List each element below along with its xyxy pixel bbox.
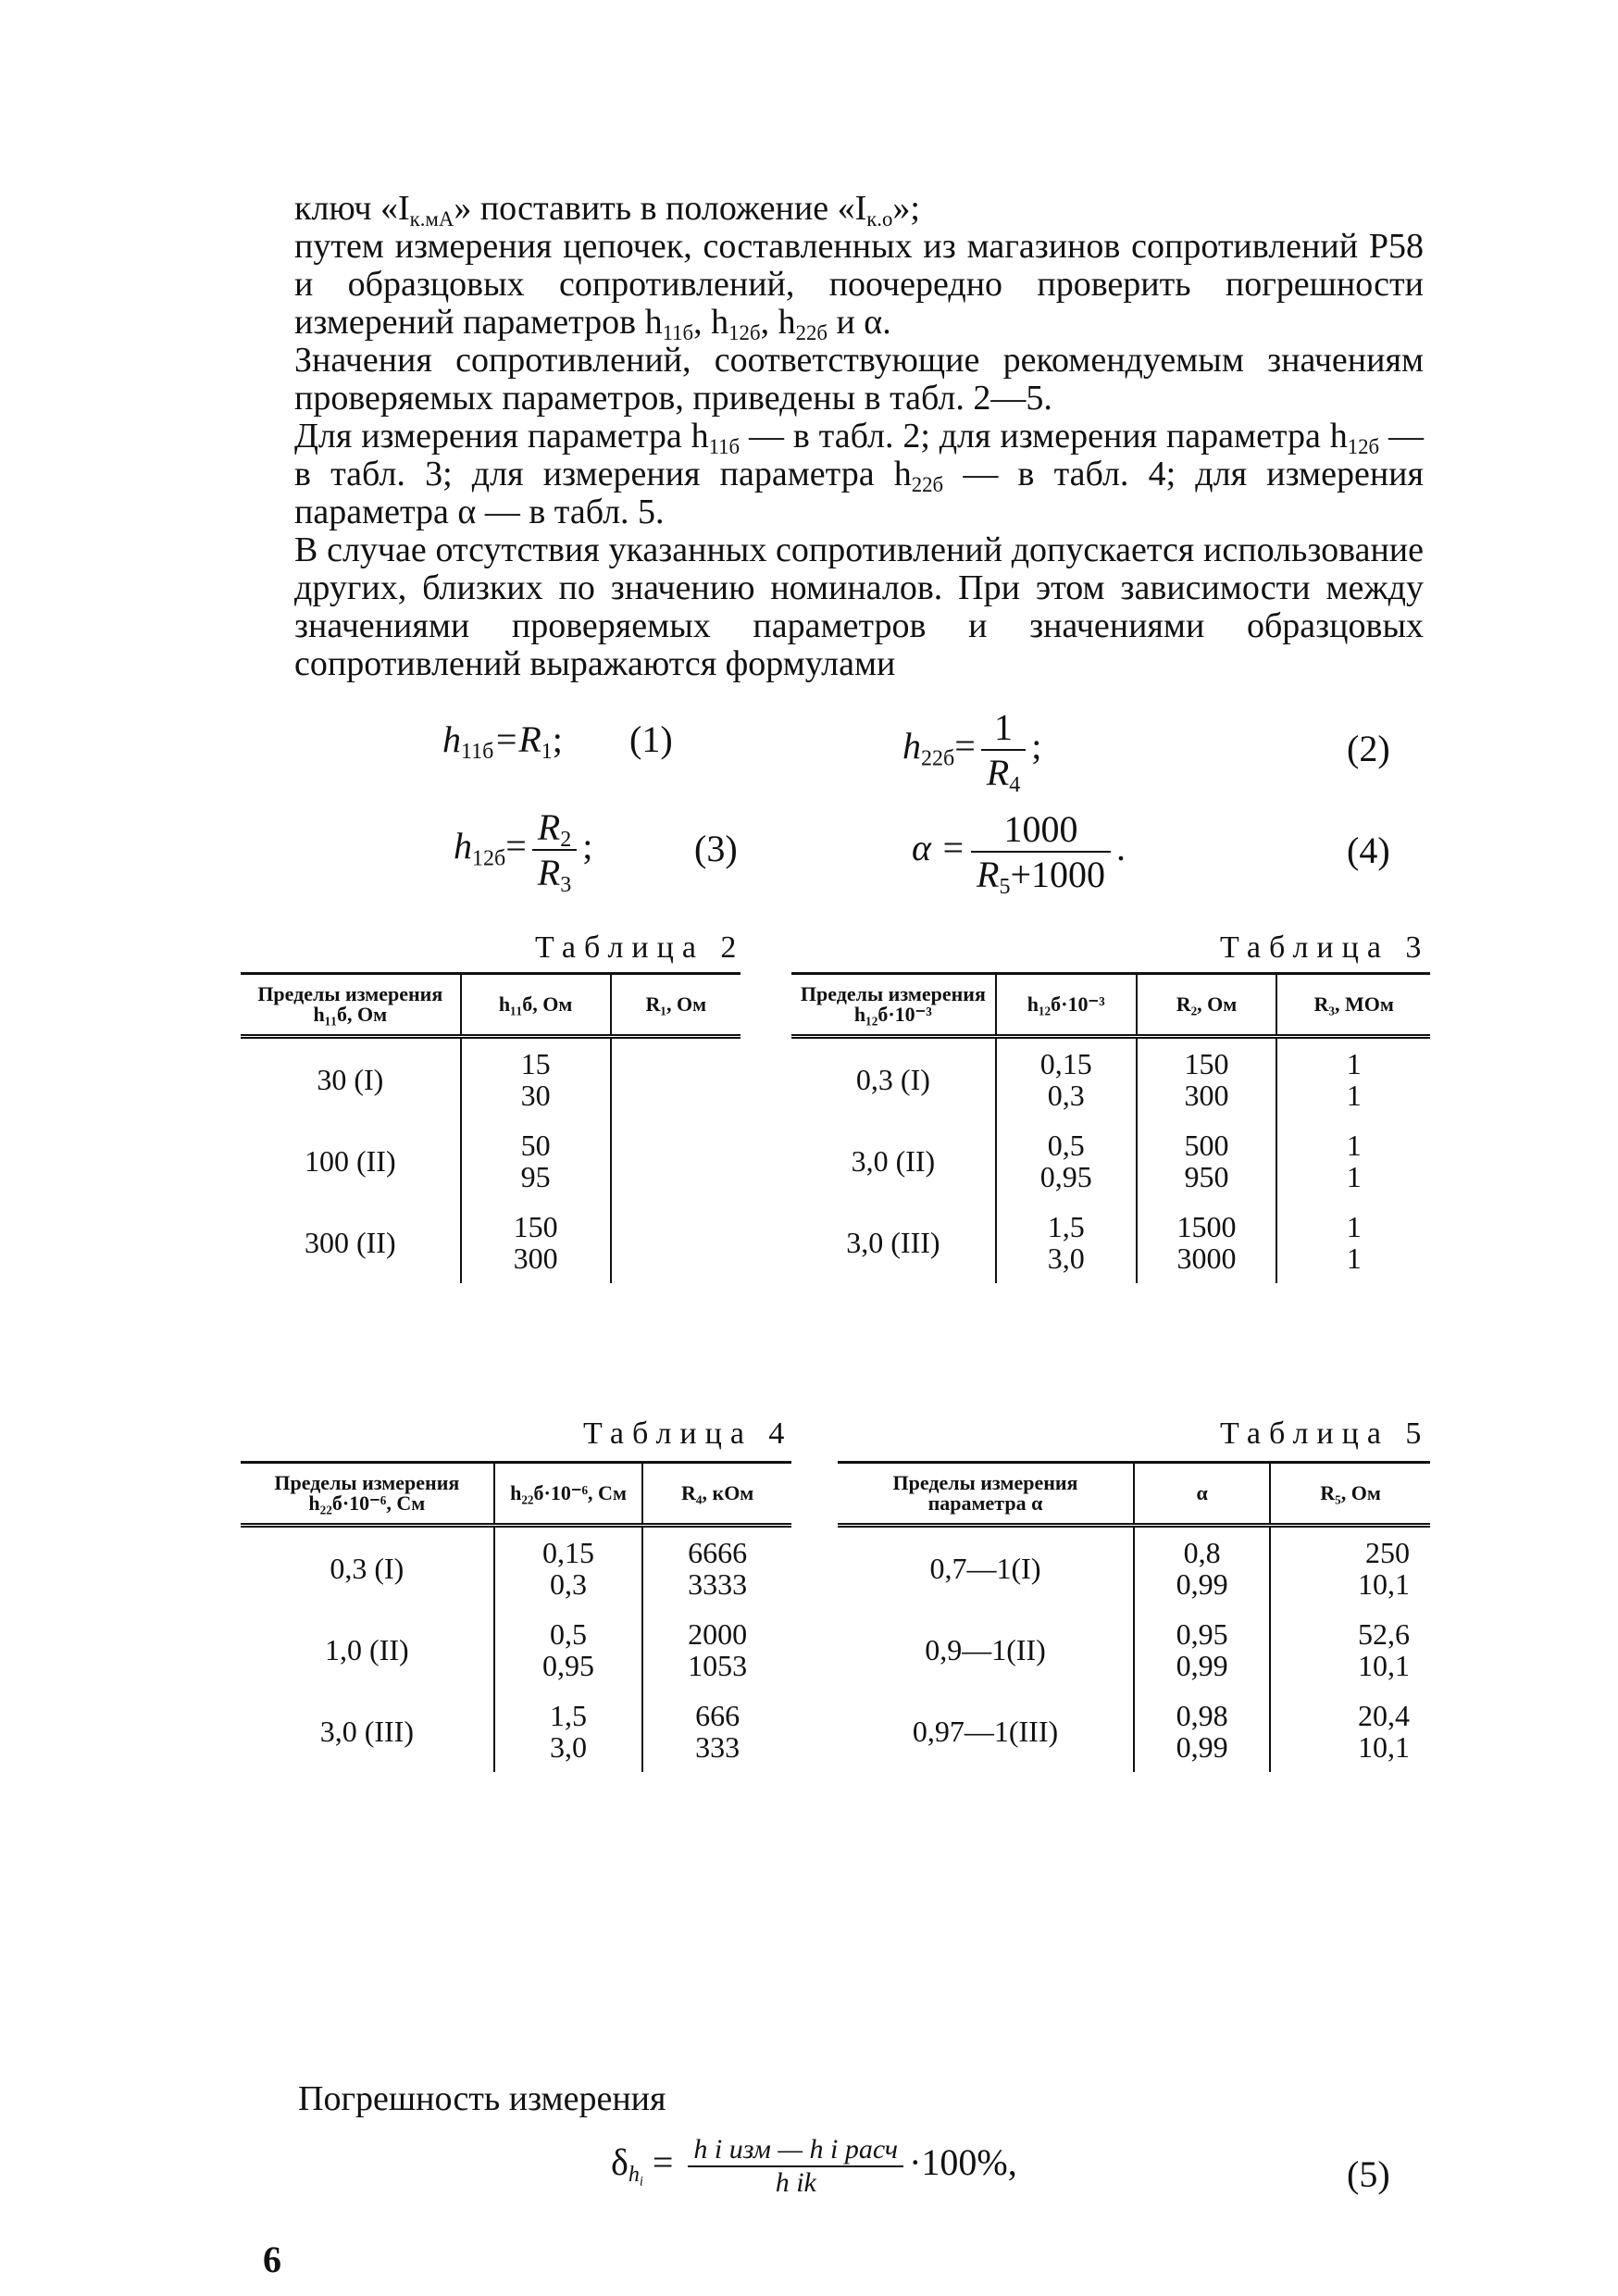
table-3-header-range: Пределы измерения h₁₂б·10⁻³ bbox=[800, 982, 986, 1026]
table-row: 0,3 (I) 0,15 0,3 150 300 1 1 bbox=[791, 1037, 1430, 1121]
table-row: 3,0 (II) 0,5 0,95 500 950 1 1 bbox=[791, 1120, 1430, 1202]
table-5-caption: Таблица 5 bbox=[1220, 1416, 1430, 1451]
table-row: 0,3 (I) 0,15 0,3 6666 3333 bbox=[241, 1526, 791, 1610]
table-2 bbox=[241, 972, 741, 1283]
equation-number-5: (5) bbox=[1347, 2153, 1390, 2195]
table-3-header-r2: R₂, Ом bbox=[1137, 974, 1277, 1037]
table-3-header-r3: R₃, МОм bbox=[1276, 974, 1430, 1037]
table-4-header-range: Пределы измерения h₂₂б·10⁻⁶, См bbox=[274, 1471, 460, 1515]
formula-4: α = $\frac{1000}{R_5+1000}$ . bbox=[912, 808, 1126, 900]
table-row: 0,9—1(II) 0,95 0,99 52,6 10,1 bbox=[838, 1609, 1430, 1691]
table-2-header-h: h₁₁б, Ом bbox=[461, 974, 611, 1037]
formula-5: $\delta_{h_i}$ = $\frac{\text{h i изм — h i расч}}{\text{h ik}}$ ·100%, bbox=[611, 2134, 1017, 2198]
paragraph-1: ключ «$I_{к.мА}$» поставить в положение «$I_{к.о}$»; bbox=[294, 189, 920, 231]
table-row: 3,0 (III) 1,5 3,0 666 333 bbox=[241, 1691, 791, 1772]
table-5-header-range: Пределы измерения параметра α bbox=[892, 1471, 1078, 1515]
equation-number-2: (2) bbox=[1347, 728, 1390, 769]
table-3 bbox=[791, 972, 1430, 1283]
table-2-header-range: Пределы измерения h₁₁б, Ом bbox=[257, 982, 443, 1026]
paragraph-2: путем измерения цепочек, составленных из магазинов сопротивлений Р58 и образцовых сопротивлений, поочередно проверить погрешности измерений параметров $h_{11б}$, $h_{12б}$, $h_{22б}$ и α. bbox=[294, 227, 1424, 344]
paragraph-4: Для измерения параметра $h_{11б}$ — в табл. 2; для измерения параметра $h_{12б}$ — в табл. 3; для измерения параметра $h_{22б}$ — в табл. 4; для измерения параметра α — в табл. 5. bbox=[294, 417, 1424, 531]
table-3-caption: Таблица 3 bbox=[1220, 930, 1430, 965]
equation-number-1: (1) bbox=[629, 718, 673, 760]
page-number: 6 bbox=[263, 2239, 281, 2280]
table-row: 100 (II) 50 95 bbox=[241, 1120, 741, 1202]
formula-1: $h_{11б}=R_1$; bbox=[442, 718, 563, 765]
table-row: 3,0 (III) 1,5 3,0 1500 3000 1 1 bbox=[791, 1202, 1430, 1283]
table-4-caption: Таблица 4 bbox=[583, 1416, 793, 1451]
table-5 bbox=[838, 1461, 1430, 1772]
table-2-header-r: R₁, Ом bbox=[611, 974, 741, 1037]
body-text bbox=[294, 190, 1424, 683]
paragraph-3: Значения сопротивлений, соответствующие рекомендуемым значениям проверяемых параметров, приведены в табл. 2—5. bbox=[294, 341, 1424, 418]
table-4 bbox=[241, 1461, 791, 1772]
table-row: 300 (II) 150 300 bbox=[241, 1202, 741, 1283]
equation-number-3: (3) bbox=[694, 828, 738, 869]
table-5-header-r: R₅, Ом bbox=[1270, 1463, 1430, 1526]
table-row: 1,0 (II) 0,5 0,95 2000 1053 bbox=[241, 1609, 791, 1691]
table-3-header-h: h₁₂б·10⁻³ bbox=[996, 974, 1137, 1037]
table-2-caption: Таблица 2 bbox=[535, 930, 745, 965]
error-label: Погрешность измерения bbox=[298, 2079, 666, 2118]
paragraph-5: В случае отсутствия указанных сопротивлений допускается использование других, близких по значению номиналов. При этом зависимости между значениями проверяемых параметров и значениями образцовых сопротивлений выражаются формулами bbox=[294, 530, 1424, 683]
formula-3: $h_{12б}=$ $\frac{R_2}{R_3}$ ; bbox=[454, 806, 593, 898]
table-row: 0,97—1(III) 0,98 0,99 20,4 10,1 bbox=[838, 1691, 1430, 1772]
table-row: 0,7—1(I) 0,8 0,99 250 10,1 bbox=[838, 1526, 1430, 1610]
table-5-header-alpha: α bbox=[1134, 1463, 1270, 1526]
table-4-header-h: h₂₂б·10⁻⁶, См bbox=[494, 1463, 643, 1526]
formula-2: $h_{22б}=$ $\frac{1}{R_4}$ ; bbox=[902, 706, 1042, 798]
equation-number-4: (4) bbox=[1347, 830, 1390, 871]
table-4-header-r: R₄, кОм bbox=[642, 1463, 791, 1526]
table-row: 30 (I) 15 30 bbox=[241, 1037, 741, 1121]
